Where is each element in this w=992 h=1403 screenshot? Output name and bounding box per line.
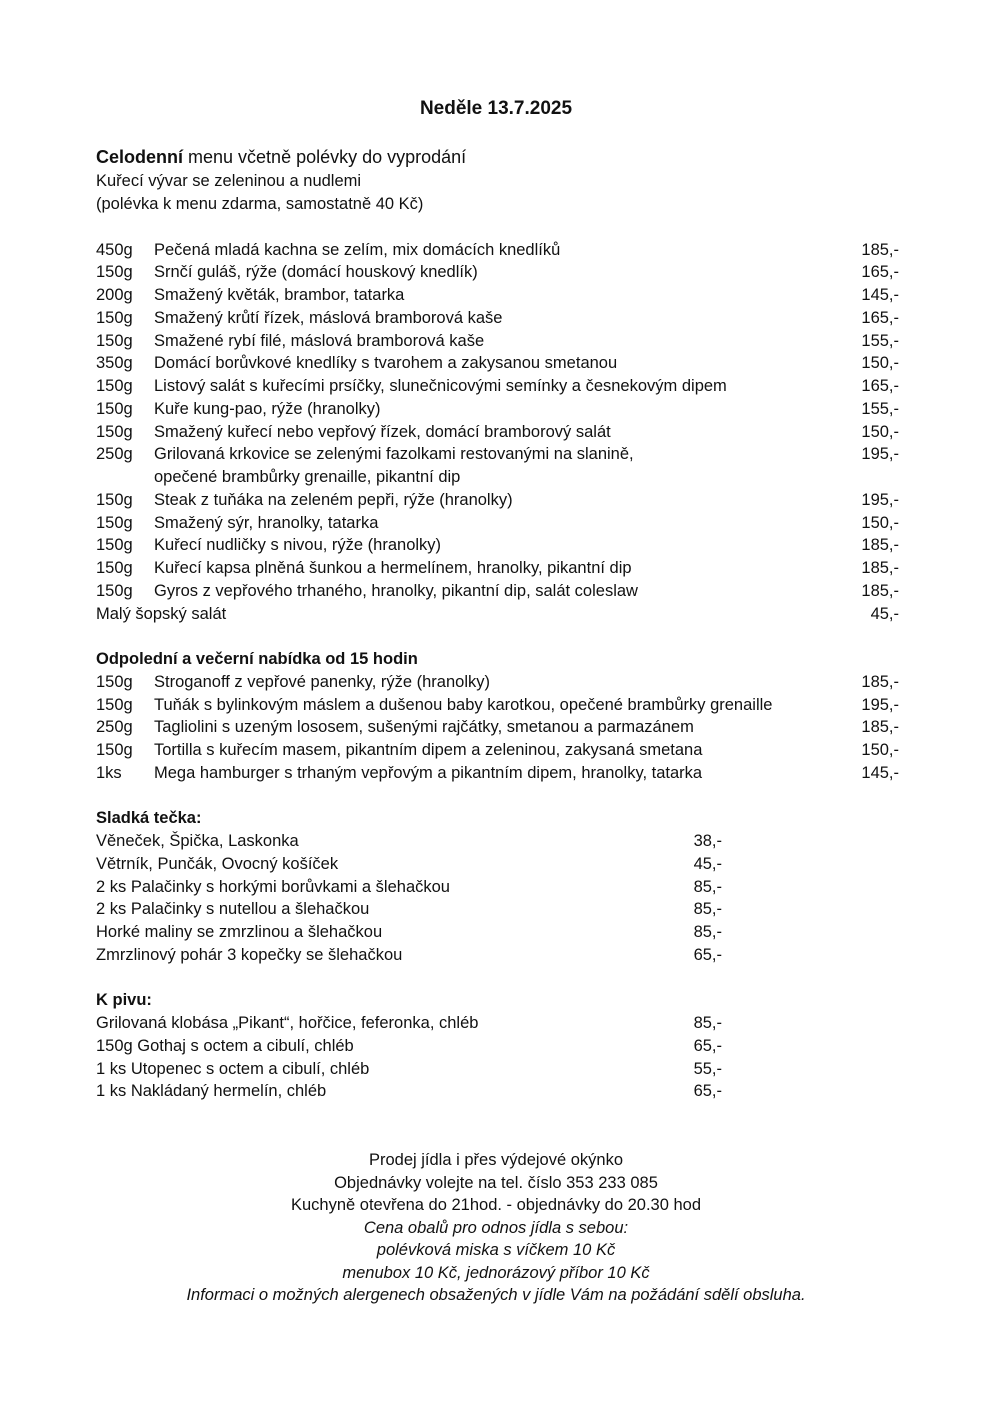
dessert-item-price: 85,- bbox=[693, 878, 722, 896]
dessert-item bbox=[0, 898, 992, 921]
menu-item-dish: Smažené rybí filé, máslová bramborová kaše bbox=[154, 332, 485, 350]
menu-item-price: 195,- bbox=[861, 696, 899, 714]
menu-item-dish: Grilovaná krkovice se zelenými fazolkami restovanými na slanině, bbox=[154, 445, 634, 463]
menu-item-price: 45,- bbox=[870, 605, 899, 623]
beer-item-name: Grilovaná klobása „Pikant“, hořčice, feferonka, chléb bbox=[96, 1014, 479, 1032]
menu-item-dish: Kuře kung-pao, rýže (hranolky) bbox=[154, 400, 381, 418]
menu-item-dish: Srnčí guláš, rýže (domácí houskový knedlík) bbox=[154, 263, 478, 281]
intro-line bbox=[96, 146, 466, 169]
menu-item-qty: 450g bbox=[96, 241, 133, 259]
menu-item-dish: Domácí borůvkové knedlíky s tvarohem a zakysanou smetanou bbox=[154, 354, 618, 372]
menu-item bbox=[0, 512, 992, 535]
dessert-item-name: Horké maliny se zmrzlinou a šlehačkou bbox=[96, 923, 383, 941]
menu-item-dish: Smažený sýr, hranolky, tatarka bbox=[154, 514, 379, 532]
menu-item-dish-line2: opečené brambůrky grenaille, pikantní dip bbox=[154, 468, 461, 486]
menu-item bbox=[0, 739, 992, 762]
menu-item-qty: 350g bbox=[96, 354, 133, 372]
menu-item-price: 165,- bbox=[861, 309, 899, 327]
menu-item-price: 195,- bbox=[861, 445, 899, 463]
menu-item-qty: 150g bbox=[96, 377, 133, 395]
dessert-item bbox=[0, 830, 992, 853]
menu-item-qty: 150g bbox=[96, 400, 133, 418]
menu-item-price: 185,- bbox=[861, 582, 899, 600]
menu-item-continuation bbox=[0, 466, 992, 489]
footer-notes bbox=[0, 1149, 992, 1307]
menu-item-dish: Smažený kuřecí nebo vepřový řízek, domácí bramborový salát bbox=[154, 423, 611, 441]
menu-item-price: 155,- bbox=[861, 400, 899, 418]
menu-item bbox=[0, 489, 992, 512]
footer-italic-line: Cena obalů pro odnos jídla s sebou: bbox=[363, 1218, 629, 1237]
menu-item-qty: 150g bbox=[96, 332, 133, 350]
menu-item bbox=[0, 557, 992, 580]
menu-item-dish: Tuňák s bylinkovým máslem a dušenou baby karotkou, opečené brambůrky grenaille bbox=[154, 696, 773, 714]
dessert-item-price: 85,- bbox=[693, 923, 722, 941]
beer-item-name: 150g Gothaj s octem a cibulí, chléb bbox=[96, 1037, 354, 1055]
menu-item-dish: Listový salát s kuřecími prsíčky, slunečnicovými semínky a česnekovým dipem bbox=[154, 377, 727, 395]
menu-item bbox=[0, 239, 992, 262]
menu-item-dish: Kuřecí kapsa plněná šunkou a hermelínem, hranolky, pikantní dip bbox=[154, 559, 632, 577]
footer-italic-line: Informaci o možných alergenech obsažených v jídle Vám na požádání sdělí obsluha. bbox=[186, 1286, 806, 1304]
menu-item-price: 145,- bbox=[861, 286, 899, 304]
menu-item-qty: 150g bbox=[96, 263, 133, 281]
menu-item-qty: 1ks bbox=[96, 764, 122, 782]
beer-item bbox=[0, 1035, 992, 1058]
menu-item bbox=[0, 375, 992, 398]
menu-item-small-salad bbox=[0, 603, 992, 626]
dessert-item-price: 45,- bbox=[693, 855, 722, 873]
menu-item-price: 150,- bbox=[861, 741, 899, 759]
menu-item bbox=[0, 762, 992, 785]
menu-item-price: 155,- bbox=[861, 332, 899, 350]
dessert-item-price: 85,- bbox=[693, 900, 722, 918]
menu-item bbox=[0, 330, 992, 353]
footer-line: Kuchyně otevřena do 21hod. - objednávky do 20.30 hod bbox=[290, 1196, 702, 1214]
menu-item-dish: Smažený květák, brambor, tatarka bbox=[154, 286, 405, 304]
menu-item-qty: 150g bbox=[96, 741, 133, 759]
intro-rest: menu včetně polévky do vyprodání bbox=[183, 147, 467, 167]
dessert-item-name: Větrník, Punčák, Ovocný košíček bbox=[96, 855, 339, 873]
dessert-item-name: Věneček, Špička, Laskonka bbox=[96, 832, 299, 850]
menu-item-price: 195,- bbox=[861, 491, 899, 509]
menu-item-qty: 250g bbox=[96, 718, 133, 736]
footer-italic-line: polévková miska s víčkem 10 Kč bbox=[376, 1241, 616, 1259]
beer-item-price: 55,- bbox=[693, 1060, 722, 1078]
menu-item-price: 185,- bbox=[861, 241, 899, 259]
menu-item bbox=[0, 307, 992, 330]
beer-item-name: 1 ks Nakládaný hermelín, chléb bbox=[96, 1082, 327, 1100]
beer-item bbox=[0, 1058, 992, 1081]
menu-item-dish: Kuřecí nudličky s nivou, rýže (hranolky) bbox=[154, 536, 442, 554]
menu-item bbox=[0, 261, 992, 284]
beer-item-price: 65,- bbox=[693, 1037, 722, 1055]
dessert-item-price: 38,- bbox=[693, 832, 722, 850]
menu-item-qty: 150g bbox=[96, 491, 133, 509]
menu-item-dish: Malý šopský salát bbox=[96, 605, 227, 623]
intro-bold: Celodenní bbox=[96, 147, 184, 167]
soup-note: (polévka k menu zdarma, samostatně 40 Kč) bbox=[96, 195, 424, 213]
menu-item bbox=[0, 398, 992, 421]
dessert-item bbox=[0, 876, 992, 899]
menu-item-dish: Steak z tuňáka na zeleném pepři, rýže (hranolky) bbox=[154, 491, 513, 509]
dessert-heading: Sladká tečka: bbox=[96, 809, 202, 827]
beer-item bbox=[0, 1080, 992, 1103]
beer-item-price: 65,- bbox=[693, 1082, 722, 1100]
menu-item-qty: 150g bbox=[96, 514, 133, 532]
beer-item-name: 1 ks Utopenec s octem a cibulí, chléb bbox=[96, 1060, 370, 1078]
beer-heading: K pivu: bbox=[96, 991, 152, 1009]
menu-item bbox=[0, 580, 992, 603]
menu-item-price: 185,- bbox=[861, 718, 899, 736]
menu-item-qty: 150g bbox=[96, 423, 133, 441]
afternoon-heading: Odpolední a večerní nabídka od 15 hodin bbox=[96, 650, 418, 668]
beer-item-price: 85,- bbox=[693, 1014, 722, 1032]
menu-item-qty: 150g bbox=[96, 582, 133, 600]
menu-item bbox=[0, 421, 992, 444]
menu-item-qty: 150g bbox=[96, 309, 133, 327]
menu-item bbox=[0, 534, 992, 557]
menu-item-qty: 150g bbox=[96, 696, 133, 714]
dessert-item bbox=[0, 853, 992, 876]
menu-item-price: 145,- bbox=[861, 764, 899, 782]
footer-line: Prodej jídla i přes výdejové okýnko bbox=[368, 1151, 624, 1169]
menu-item bbox=[0, 671, 992, 694]
dessert-item-name: 2 ks Palačinky s horkými borůvkami a šlehačkou bbox=[96, 878, 450, 896]
menu-item-dish: Mega hamburger s trhaným vepřovým a pikantním dipem, hranolky, tatarka bbox=[154, 764, 703, 782]
dessert-item-price: 65,- bbox=[693, 946, 722, 964]
dessert-item bbox=[0, 921, 992, 944]
menu-item-dish: Stroganoff z vepřové panenky, rýže (hranolky) bbox=[154, 673, 490, 691]
menu-item-dish: Pečená mladá kachna se zelím, mix domácích knedlíků bbox=[154, 241, 561, 259]
beer-item bbox=[0, 1012, 992, 1035]
menu-item-dish: Gyros z vepřového trhaného, hranolky, pikantní dip, salát coleslaw bbox=[154, 582, 638, 600]
dessert-item bbox=[0, 944, 992, 967]
menu-item-price: 185,- bbox=[861, 673, 899, 691]
menu-item-price: 150,- bbox=[861, 423, 899, 441]
menu-item bbox=[0, 694, 992, 717]
menu-item-price: 185,- bbox=[861, 559, 899, 577]
menu-item-qty: 150g bbox=[96, 673, 133, 691]
footer-italic-line: menubox 10 Kč, jednorázový příbor 10 Kč bbox=[342, 1263, 650, 1282]
menu-item-qty: 200g bbox=[96, 286, 133, 304]
menu-item-dish: Tagliolini s uzeným lososem, sušenými rajčátky, smetanou a parmazánem bbox=[154, 718, 694, 736]
menu-item-dish: Smažený krůtí řízek, máslová bramborová kaše bbox=[154, 309, 503, 327]
menu-item bbox=[0, 716, 992, 739]
footer-line: Objednávky volejte na tel. číslo 353 233 085 bbox=[334, 1173, 658, 1192]
menu-item-price: 185,- bbox=[861, 536, 899, 554]
menu-item-price: 165,- bbox=[861, 263, 899, 281]
menu-item-qty: 250g bbox=[96, 445, 133, 463]
menu-item bbox=[0, 443, 992, 466]
menu-item-qty: 150g bbox=[96, 536, 133, 554]
menu-item-price: 150,- bbox=[861, 514, 899, 532]
dessert-item-name: Zmrzlinový pohár 3 kopečky se šlehačkou bbox=[96, 946, 403, 964]
menu-item-price: 165,- bbox=[861, 377, 899, 395]
page-title: Neděle 13.7.2025 bbox=[419, 98, 573, 119]
menu-item-price: 150,- bbox=[861, 354, 899, 372]
menu-item bbox=[0, 352, 992, 375]
soup-name: Kuřecí vývar se zeleninou a nudlemi bbox=[96, 172, 362, 190]
menu-item bbox=[0, 284, 992, 307]
menu-item-qty: 150g bbox=[96, 559, 133, 577]
dessert-item-name: 2 ks Palačinky s nutellou a šlehačkou bbox=[96, 900, 370, 918]
menu-item-dish: Tortilla s kuřecím masem, pikantním dipem a zeleninou, zakysaná smetana bbox=[154, 741, 703, 759]
